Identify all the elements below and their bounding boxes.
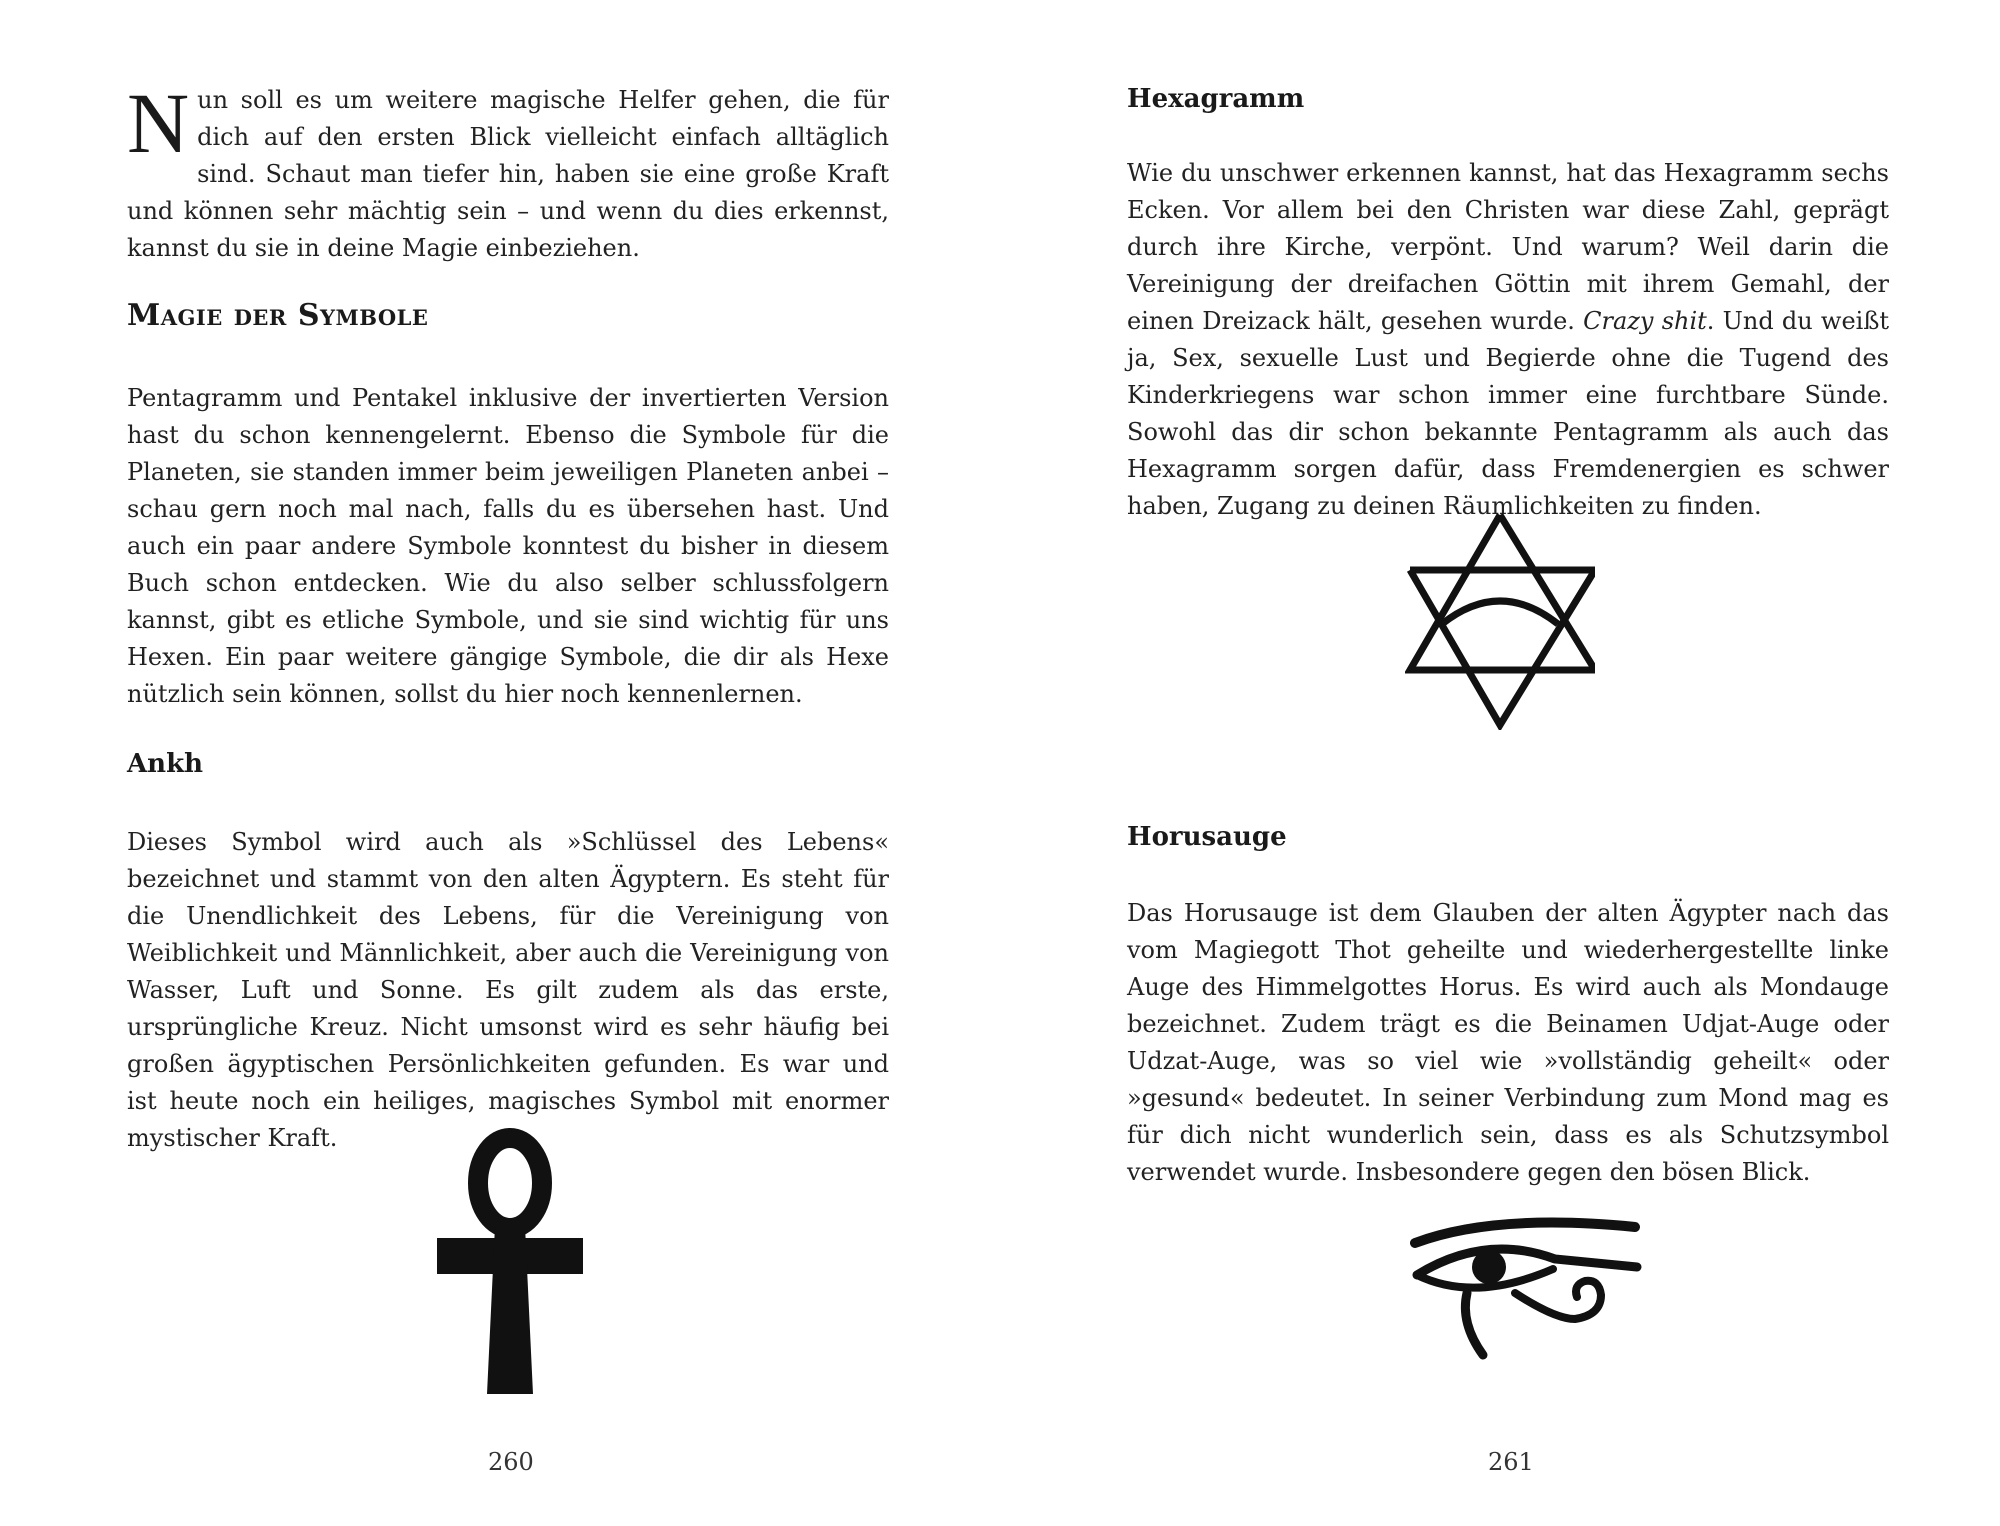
ankh-paragraph: Dieses Symbol wird auch als »Schlüssel des Lebens« bezeichnet und stammt von den alten Ägyptern. Es steht für die Unendlichkeit des Lebens, für die Vereinigung von Weiblichkeit und Männlichkeit, aber auch die Vereinigung von Wasser, Luft und Sonne. Es gilt zudem als das erste, ursprüngliche Kreuz. Nicht umsonst wird es sehr häufig bei großen ägyptischen Persönlichkeiten gefunden. Es war und ist heute noch ein heiliges, magisches Symbol mit enormer mystischer Kraft. (127, 828, 889, 1152)
hexagramm-text-b: . Und du weißt ja, Sex, sexuelle Lust und Begierde ohne die Tugend des Kinderkriegens war schon immer eine furchtbare Sünde. Sowohl das dir schon bekannte Pentagramm als auch das Hexagramm sorgen dafür, dass Fremdenergien es schwer haben, Zugang zu deinen Räumlichkeiten zu finden. (1127, 307, 1890, 520)
hexagramm-paragraph (1127, 155, 1889, 525)
intro-paragraph (127, 75, 889, 267)
eye-of-horus-icon (1405, 1215, 1645, 1369)
ankh-heading: Ankh (127, 749, 203, 779)
horusauge-heading: Horusauge (1127, 822, 1287, 852)
chapter-title: Magie der Symbole (127, 298, 429, 333)
right-page (1000, 0, 2000, 1526)
ankh-icon (437, 1128, 583, 1398)
hexagramm-text-italic: Crazy shit (1583, 307, 1707, 335)
hexagramm-heading: Hexagramm (1127, 84, 1305, 114)
page-number-left: 260 (488, 1448, 534, 1476)
intro-text: un soll es um weitere magische Helfer gehen, die für dich auf den ersten Blick vielleicht einfach alltäglich sind. Schaut man tiefer hin, haben sie eine große Kraft und können sehr mächtig sein – und wenn du dies erkennst, kannst du sie in deine Magie einbeziehen. (127, 86, 889, 262)
horusauge-paragraph: Das Horusauge ist dem Glauben der alten Ägypter nach das vom Magiegott Thot geheilte und wiederhergestellte linke Auge des Himmelgottes Horus. Es wird auch als Mondauge bezeichnet. Zudem trägt es die Beinamen Udjat-Auge oder Udzat-Auge, was so viel wie »vollständig geheilt« oder »gesund« bedeutet. In seiner Verbindung zum Mond mag es für dich nicht wunderlich sein, dass es als Schutzsymbol verwendet wurde. Insbesondere gegen den bösen Blick. (1127, 899, 1889, 1186)
page-number-right: 261 (1488, 1448, 1534, 1476)
hexagramm-text-a: Wie du unschwer erkennen kannst, hat das Hexagramm sechs Ecken. Vor allem bei den Christen war diese Zahl, geprägt durch ihre Kirche, verpönt. Und warum? Weil darin die Vereinigung der dreifachen Göttin mit ihrem Gemahl, der einen Dreizack hält, gesehen wurde. (1127, 159, 1889, 335)
drop-cap: N (127, 75, 190, 171)
symbols-intro-paragraph: Pentagramm und Pentakel inklusive der invertierten Version hast du schon kennengelernt. Ebenso die Symbole für die Planeten, sie standen immer beim jeweiligen Planeten anbei – schau gern noch mal nach, falls du es übersehen hast. Und auch ein paar andere Symbole konntest du bisher in diesem Buch schon entdecken. Wie du also selber schlussfolgern kannst, gibt es etliche Symbole, und sie sind wichtig für uns Hexen. Ein paar weitere gängige Symbole, die dir als Hexe nützlich sein können, sollst du hier noch kennenlernen. (127, 384, 889, 708)
unicursal-hexagram-icon (1405, 510, 1595, 734)
